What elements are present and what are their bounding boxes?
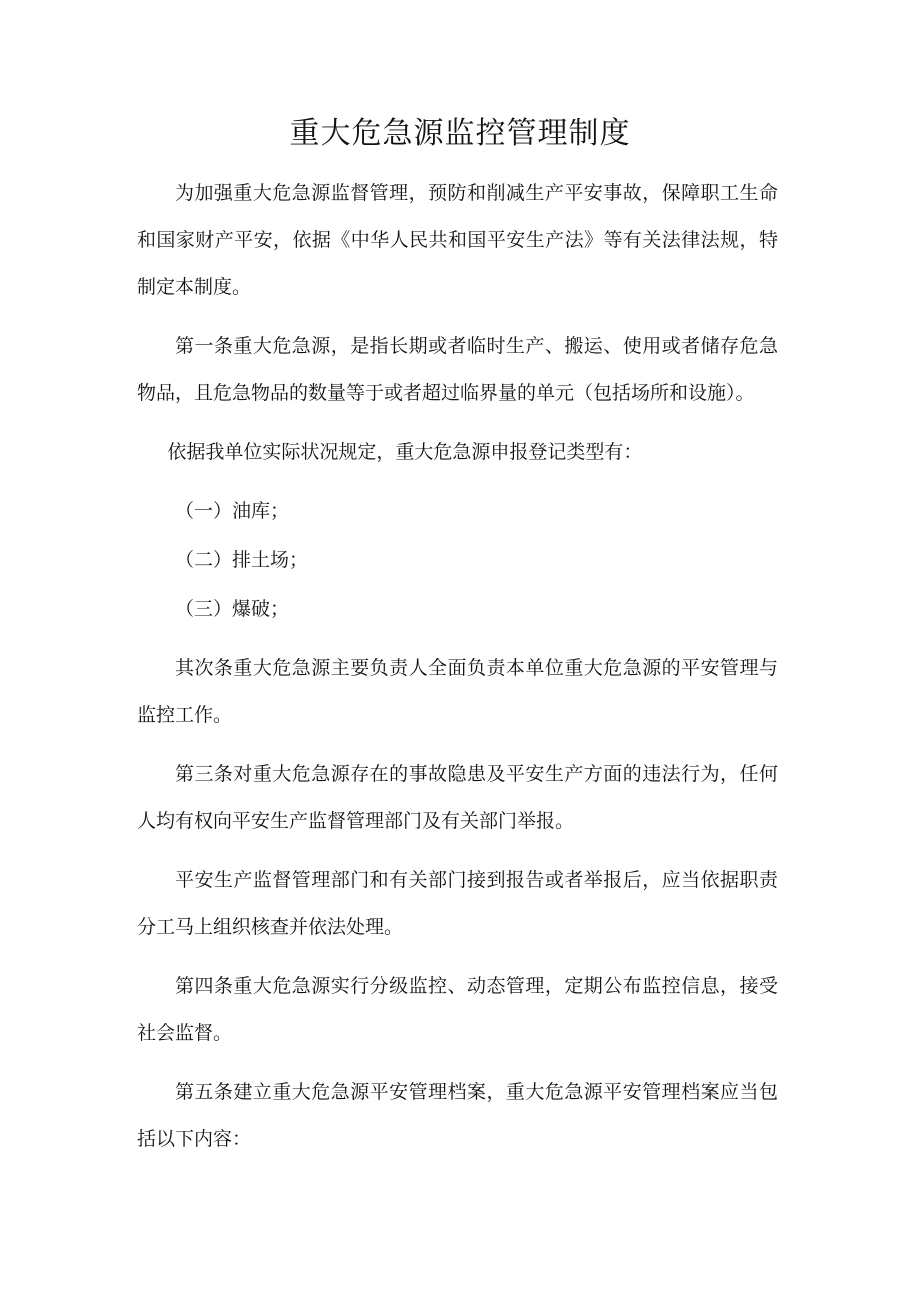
paragraph-article-3: 第三条对重大危急源存在的事故隐患及平安生产方面的违法行为，任何人均有权向平安生产监督管理部门及有关部门举报。 — [137, 763, 778, 832]
paragraph-intro: 为加强重大危急源监督管理，预防和削减生产平安事故，保障职工生命和国家财产平安，依据《中华人民共和国平安生产法》等有关法律法规，特制定本制度。 — [137, 182, 778, 298]
paragraph-registration-types: 依据我单位实际状况规定，重大危急源申报登记类型有： — [167, 441, 643, 463]
paragraph-report-handling: 平安生产监督管理部门和有关部门接到报告或者举报后，应当依据职责分工马上组织核查并依法处理。 — [137, 869, 778, 938]
document-body — [137, 170, 778, 1175]
list-item-oil-depot: （一）油库； — [175, 500, 290, 522]
paragraph-article-2: 其次条重大危急源主要负责人全面负责本单位重大危急源的平安管理与监控工作。 — [137, 657, 778, 726]
document-title: 重大危急源监控管理制度 — [289, 116, 631, 151]
paragraph-article-5: 第五条建立重大危急源平安管理档案，重大危急源平安管理档案应当包括以下内容： — [137, 1081, 778, 1150]
list-item-blasting: （三）爆破； — [175, 598, 290, 620]
paragraph-article-1: 第一条重大危急源，是指长期或者临时生产、搬运、使用或者储存危急物品，且危急物品的数量等于或者超过临界量的单元（包括场所和设施）。 — [137, 335, 778, 404]
paragraph-article-4: 第四条重大危急源实行分级监控、动态管理，定期公布监控信息，接受社会监督。 — [137, 975, 778, 1044]
list-item-dump-site: （二）排土场； — [175, 549, 309, 571]
